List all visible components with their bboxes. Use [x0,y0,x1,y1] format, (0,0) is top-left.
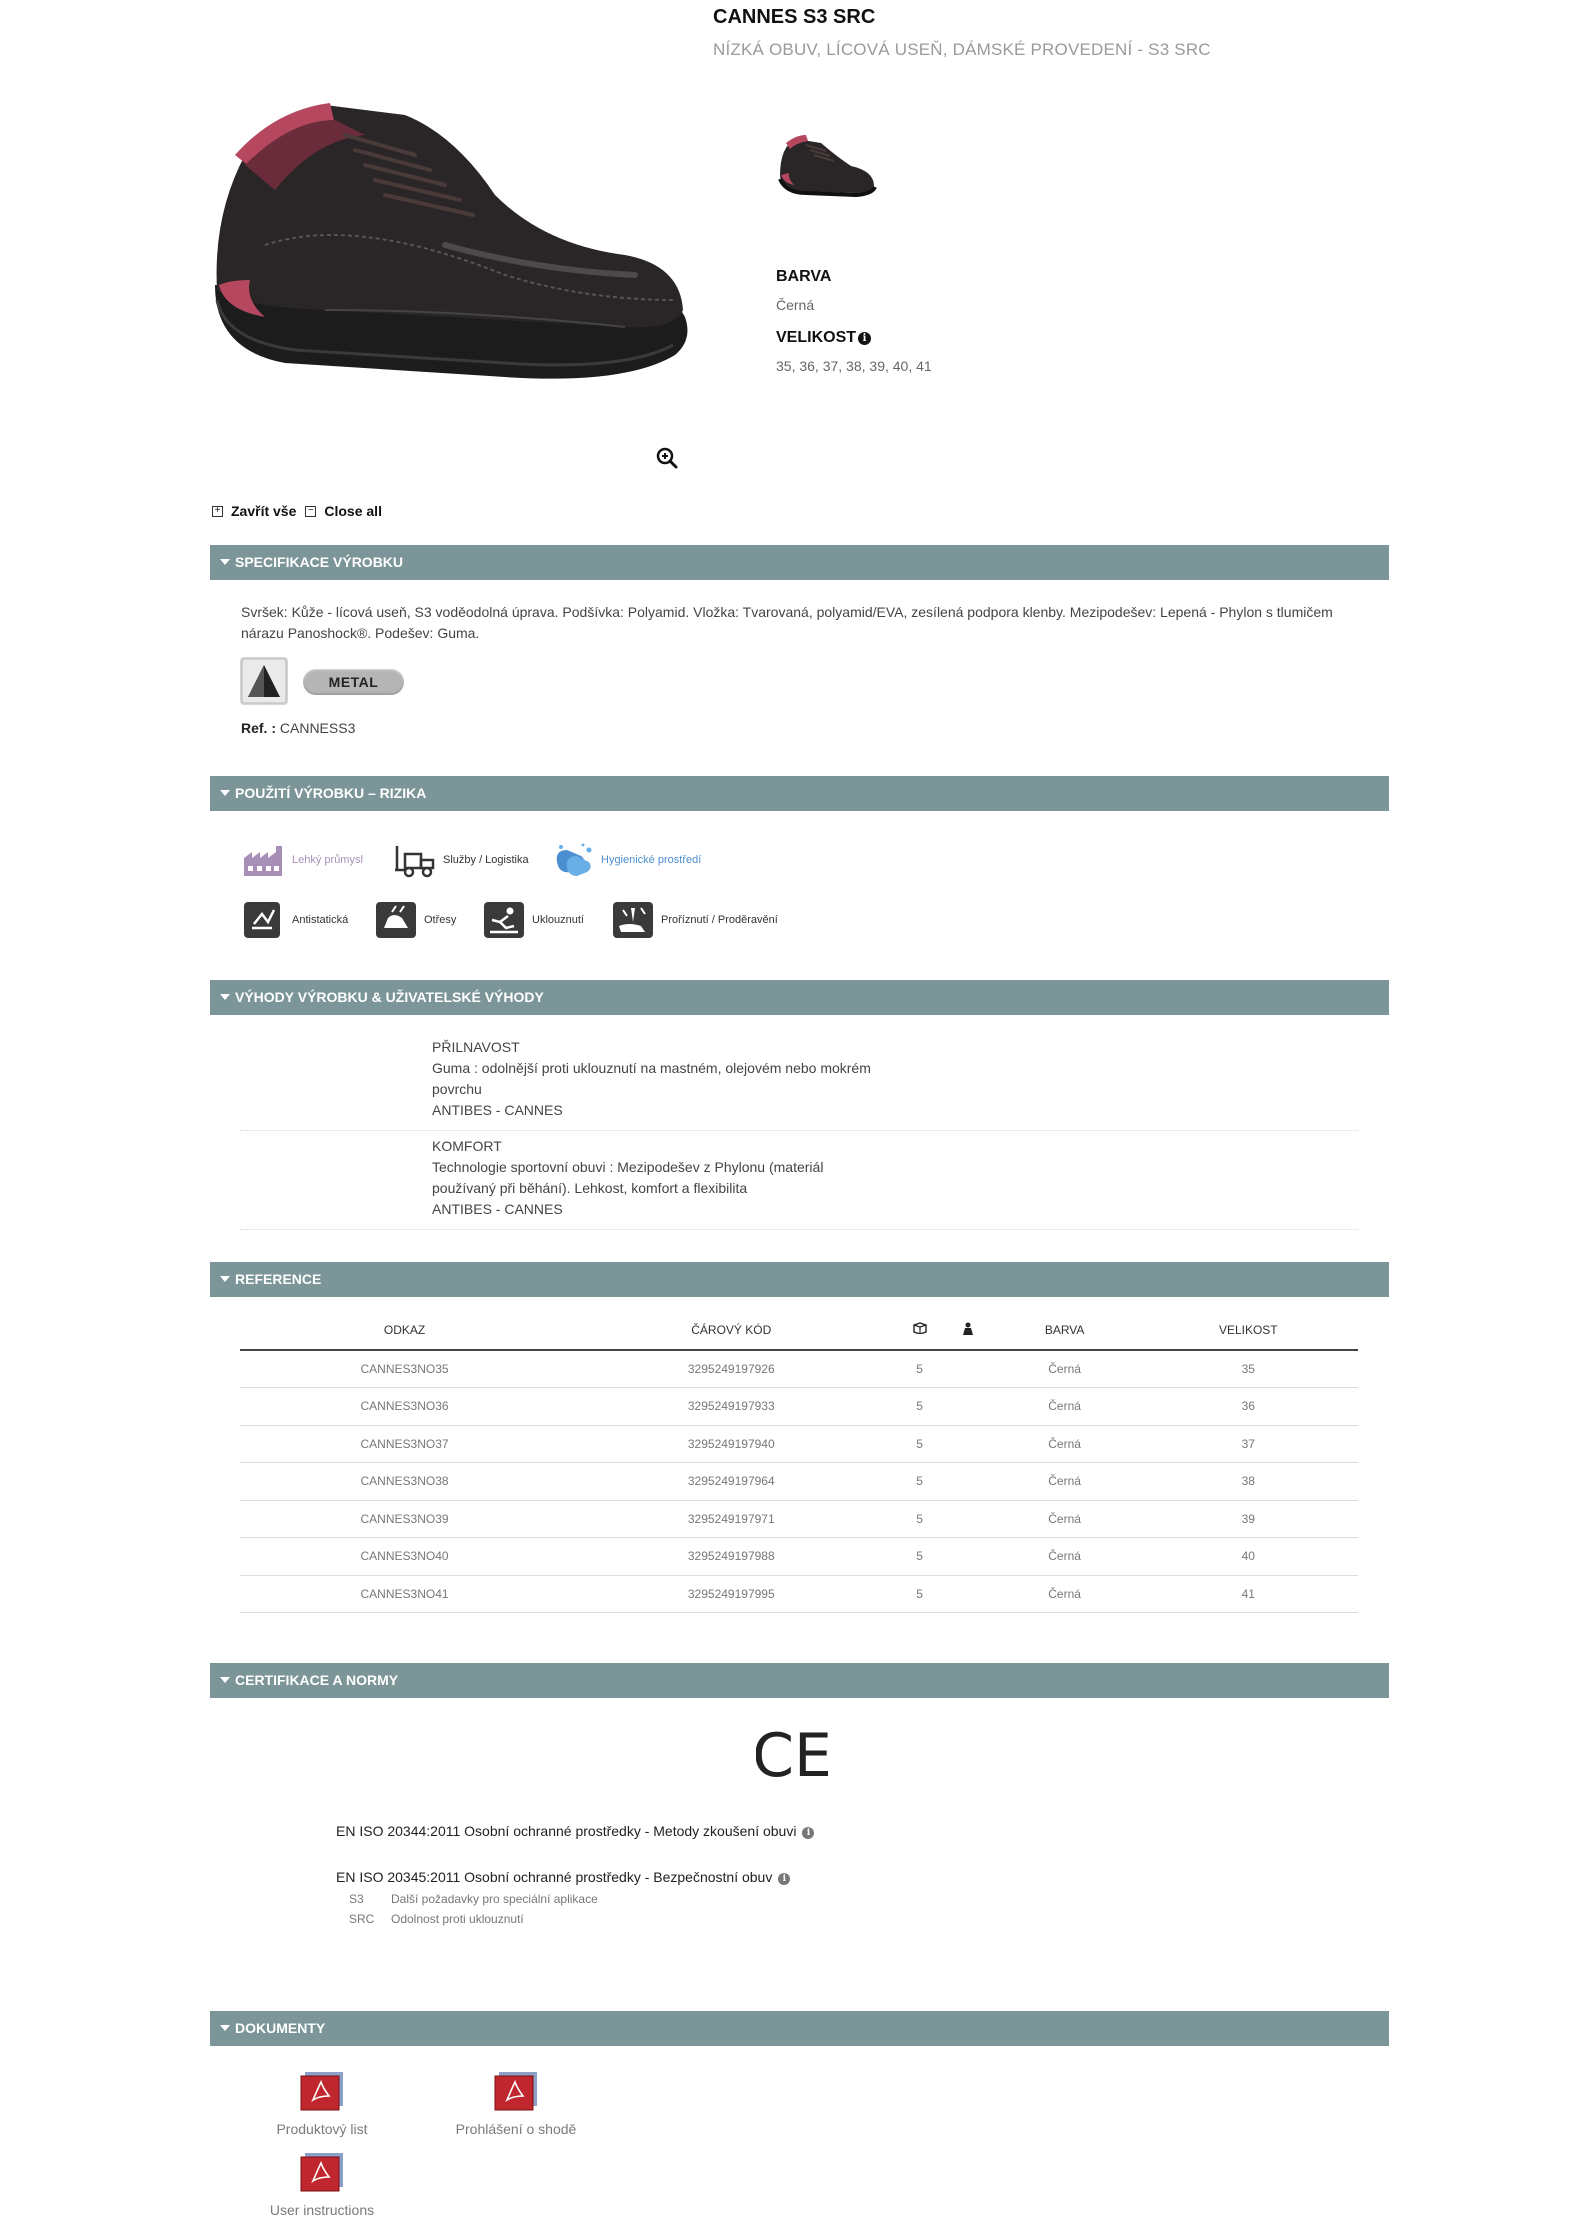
person-icon [962,1322,974,1335]
forklift-icon [393,842,437,878]
size-label: VELIKOST [776,329,857,346]
pdf-icon [299,2153,345,2193]
benefit-models: ANTIBES - CANNES [432,1201,563,1217]
document-label: Prohlášení o shodě [455,2121,577,2137]
document-user-instructions[interactable] [262,2153,382,2218]
reference-table [240,1310,1358,1613]
caret-down-icon [220,1677,230,1683]
norm-text: EN ISO 20344:2011 Osobní ochranné prostředky - Metody zkoušení obuvi [336,1823,797,1839]
section-header-certification[interactable] [210,1663,1389,1698]
color-label: BARVA [776,268,832,285]
metal-badge: METAL [303,669,404,695]
table-cell: 40 [1139,1538,1358,1576]
table-cell: 5 [893,1575,945,1613]
column-header[interactable]: BARVA [991,1310,1139,1350]
table-row [240,1575,1358,1613]
risk-shock [374,902,456,938]
table-row [240,1500,1358,1538]
table-cell: 3295249197940 [569,1425,893,1463]
table-cell [946,1425,991,1463]
section-header-reference[interactable] [210,1262,1389,1297]
table-cell: 37 [1139,1425,1358,1463]
table-cell: 39 [1139,1500,1358,1538]
color-value: Černá [776,297,815,313]
caret-down-icon [220,2025,230,2031]
document-label: Produktový list [276,2121,368,2137]
table-cell: 5 [893,1350,945,1388]
table-cell [946,1350,991,1388]
table-row [240,1463,1358,1501]
norm-code-text: Další požadavky pro speciální aplikace [391,1892,598,1906]
table-cell: CANNES3NO39 [240,1500,569,1538]
delta-plus-logo-icon [240,657,288,705]
table-cell [946,1500,991,1538]
table-cell: CANNES3NO37 [240,1425,569,1463]
ce-mark-text: CE [756,1726,828,1784]
section-header-spec[interactable] [210,545,1389,580]
column-header[interactable]: ČÁROVÝ KÓD [569,1310,893,1350]
table-cell: Černá [991,1538,1139,1576]
toggle-row [212,503,391,519]
risk-label: Lehký průmysl [292,854,363,866]
section-title: VÝHODY VÝROBKU & UŽIVATELSKÉ VÝHODY [235,989,544,1005]
product-thumbnail[interactable] [776,131,880,201]
slip-icon [482,902,526,938]
table-cell: CANNES3NO41 [240,1575,569,1613]
norm-code: S3 [349,1892,364,1906]
table-cell: 5 [893,1500,945,1538]
table-cell [946,1538,991,1576]
table-cell: Černá [991,1500,1139,1538]
benefit-text: Technologie sportovní obuvi : Mezipodešev z Phylonu (materiál [432,1159,824,1175]
benefit-title: PŘILNAVOST [432,1039,520,1055]
column-header[interactable]: VELIKOST [1139,1310,1358,1350]
product-main-image[interactable] [205,95,695,395]
expand-all-label: Zavřít vše [231,503,297,519]
risk-puncture [611,902,778,938]
norm-code-text: Odolnost proti uklouznutí [391,1912,524,1926]
ce-mark [756,1726,828,1784]
environment-logistics [393,842,529,878]
benefit-comfort [432,1136,892,1220]
info-icon[interactable]: i [778,1873,790,1885]
document-label: User instructions [269,2202,375,2218]
shock-icon [374,902,418,938]
info-icon[interactable]: i [802,1827,814,1839]
table-cell: 3295249197964 [569,1463,893,1501]
column-header[interactable]: ODKAZ [240,1310,569,1350]
section-header-usage[interactable] [210,776,1389,811]
expand-all-toggle[interactable] [212,503,296,519]
risk-label: Proříznutí / Proděravění [661,914,778,926]
table-cell: 5 [893,1463,945,1501]
caret-down-icon [220,790,230,796]
table-cell: 36 [1139,1388,1358,1426]
zoom-icon[interactable] [655,446,679,470]
benefit-text: povrchu [432,1081,482,1097]
caret-down-icon [220,559,230,565]
table-cell: 5 [893,1388,945,1426]
table-row [240,1425,1358,1463]
product-subtitle: NÍZKÁ OBUV, LÍCOVÁ USEŇ, DÁMSKÉ PROVEDENÍ - S3 SRC [713,40,1211,59]
box-icon [913,1322,927,1334]
table-cell: 38 [1139,1463,1358,1501]
benefit-title: KOMFORT [432,1138,502,1154]
document-declaration[interactable] [446,2072,586,2137]
benefit-models: ANTIBES - CANNES [432,1102,563,1118]
caret-down-icon [220,994,230,1000]
table-cell: 3295249197988 [569,1538,893,1576]
column-header-box[interactable] [893,1310,945,1350]
table-cell: CANNES3NO38 [240,1463,569,1501]
section-title: REFERENCE [235,1271,322,1287]
table-cell: Černá [991,1350,1139,1388]
table-cell: CANNES3NO35 [240,1350,569,1388]
ref-line [241,720,355,736]
info-icon[interactable]: i [858,332,871,345]
table-row [240,1350,1358,1388]
norm-20344 [336,1823,814,1839]
divider [240,1229,1358,1230]
benefit-text: používaný při běhání). Lehkost, komfort a flexibilita [432,1180,748,1196]
column-header-person[interactable] [946,1310,991,1350]
antistatic-icon [242,902,286,938]
pdf-icon [493,2072,539,2112]
table-cell: 3295249197995 [569,1575,893,1613]
factory-icon [242,842,286,878]
norm-text: EN ISO 20345:2011 Osobní ochranné prostředky - Bezpečnostní obuv [336,1869,773,1885]
table-cell [946,1388,991,1426]
table-cell: 3295249197933 [569,1388,893,1426]
norm-20345 [336,1869,790,1885]
minus-icon: − [305,506,316,517]
spec-description: Svršek: Kůže - lícová useň, S3 voděodolná úprava. Podšívka: Polyamid. Vložka: Tvarovaná, polyamid/EVA, zesílená podpora klenby. Mezipodešev: Lepená - Phylon s tlumičem nárazu Panoshock®. Podešev: Guma. [241,604,1333,641]
risk-label: Hygienické prostředí [601,854,702,866]
table-row [240,1388,1358,1426]
table-cell: CANNES3NO36 [240,1388,569,1426]
close-all-label: Close all [324,503,382,519]
risk-label: Otřesy [424,914,457,926]
table-cell: CANNES3NO40 [240,1538,569,1576]
section-header-documents[interactable] [210,2011,1389,2046]
table-cell [946,1463,991,1501]
table-cell: 5 [893,1425,945,1463]
table-cell: Černá [991,1463,1139,1501]
table-row [240,1538,1358,1576]
table-cell [946,1575,991,1613]
caret-down-icon [220,1276,230,1282]
document-product-sheet[interactable] [262,2072,382,2137]
size-label-row [776,329,871,347]
table-cell: 3295249197971 [569,1500,893,1538]
risk-label: Služby / Logistika [443,854,529,866]
risk-label: Uklouznutí [532,914,584,926]
section-title: DOKUMENTY [235,2020,326,2036]
risk-label: Antistatická [292,914,349,926]
table-cell: 5 [893,1538,945,1576]
section-title: SPECIFIKACE VÝROBKU [235,554,404,570]
product-title: CANNES S3 SRC [713,6,876,28]
table-cell: 35 [1139,1350,1358,1388]
plus-icon: + [212,506,223,517]
benefit-grip [432,1037,892,1121]
norm-code: SRC [349,1912,375,1926]
pdf-icon [299,2072,345,2112]
table-cell: Černá [991,1575,1139,1613]
table-header-row [240,1310,1358,1350]
risk-slip [482,902,584,938]
ref-value: CANNESS3 [279,720,356,736]
environment-hygienic [551,842,701,878]
table-cell: 41 [1139,1575,1358,1613]
section-header-benefits[interactable] [210,980,1389,1015]
section-title: CERTIFIKACE A NORMY [235,1672,399,1688]
close-all-toggle[interactable] [305,503,382,519]
environment-light-industry [242,842,363,878]
size-value: 35, 36, 37, 38, 39, 40, 41 [776,358,932,374]
section-title: POUŽITÍ VÝROBKU – RIZIKA [235,785,427,801]
divider [240,1130,1358,1131]
benefit-text: Guma : odolnější proti uklouznutí na mastném, olejovém nebo mokrém [432,1060,871,1076]
table-cell: 3295249197926 [569,1350,893,1388]
risk-antistatic [242,902,348,938]
ref-label: Ref. : [241,720,276,736]
table-cell: Černá [991,1388,1139,1426]
puncture-icon [611,902,655,938]
table-cell: Černá [991,1425,1139,1463]
washing-hands-icon [551,842,595,878]
